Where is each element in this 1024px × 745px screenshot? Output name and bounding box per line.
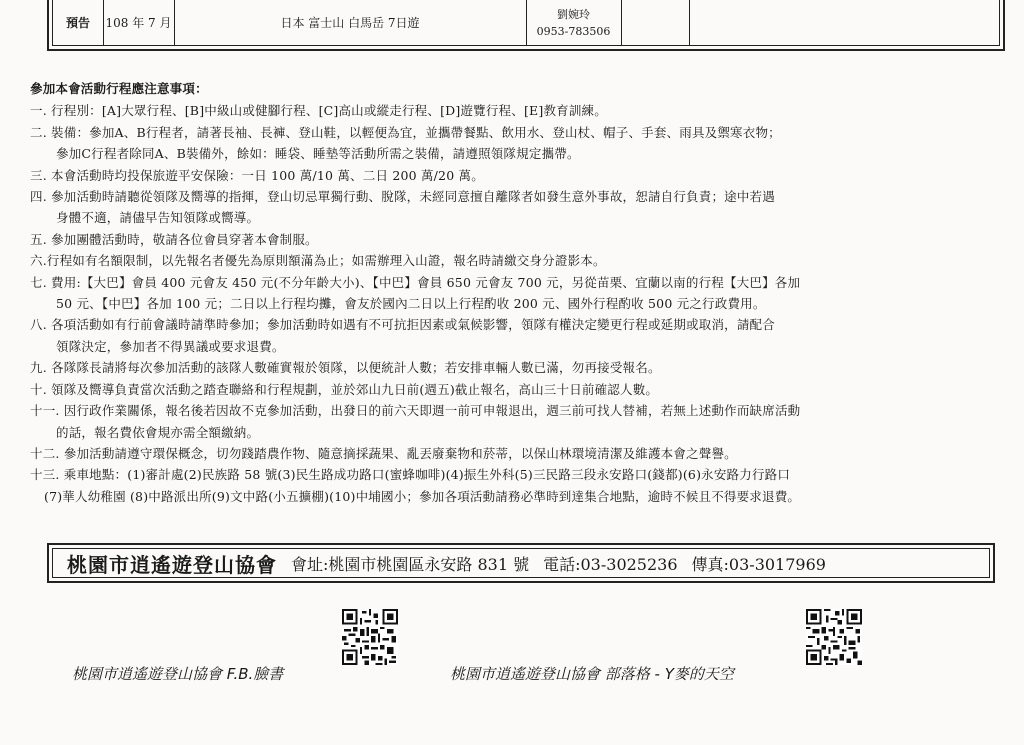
facebook-qr-code — [342, 609, 398, 665]
notice-item: 十. 領隊及嚮導負責當次活動之踏查聯絡和行程規劃，並於郊山九日前(週五)截止報名，高山三十日前確認人數。 — [30, 381, 659, 397]
blog-caption: 桃園市逍遙遊登山協會 部落格 - Y麥的天空 — [450, 665, 734, 683]
notice-item: 四. 參加活動時請聽從領隊及嚮導的指揮，登山切忌單獨行動、脫隊，未經同意擅自離隊者如發生意外事故，恕請自行負責；途中若遇 — [30, 189, 775, 205]
association-box — [47, 543, 995, 583]
empty-cell — [621, 0, 690, 45]
schedule-date: 108 年 7 月 — [103, 0, 175, 45]
schedule-table — [47, 0, 1005, 51]
notice-item-continued: 領隊決定，參加者不得異議或要求退費。 — [56, 338, 285, 354]
facebook-caption: 桃園市逍遙遊登山協會 F.B.臉書 — [72, 665, 284, 683]
notice-item-continued: 的話，報名費依會規亦需全額繳納。 — [56, 424, 260, 440]
notice-item: 三. 本會活動時均投保旅遊平安保險：一日 100 萬/10 萬、二日 200 萬/20 萬。 — [30, 167, 484, 183]
trip-title: 日本 富士山 白馬岳 7日遊 — [174, 0, 527, 45]
notice-item-continued: 50 元、【中巴】各加 100 元；二日以上行程均攤，會友於國內二日以上行程酌收 200 元、國外行程酌收 500 元之行政費用。 — [56, 296, 766, 312]
notice-item: 十三. 乘車地點：(1)審計處(2)民族路 58 號(3)民生路成功路口(蜜蜂咖啡)(4)振生外科(5)三民路三段永安路口(錢都)(6)永安路力行路口 — [30, 467, 791, 483]
notice-item-continued: (7)華人幼稚園 (8)中路派出所(9)文中路(小五擴棚)(10)中埔國小；參加各項活動請務必準時到達集合地點，逾時不候且不得要求退費。 — [44, 488, 801, 504]
blog-qr-code — [806, 609, 862, 665]
notice-item: 十二. 參加活動請遵守環保概念，切勿踐踏農作物、隨意摘採蔬果、亂丟廢棄物和菸蒂，以保山林環境清潔及維護本會之聲譽。 — [30, 445, 737, 461]
notice-item: 一. 行程別：[A]大眾行程、[B]中級山或健腳行程、[C]高山或縱走行程、[D]遊覽行程、[E]教育訓練。 — [30, 103, 607, 119]
notice-item-continued: 參加C行程者除同A、B裝備外，餘如：睡袋、睡墊等活動所需之裝備，請遵照領隊規定攜帶。 — [56, 146, 580, 162]
notice-item-continued: 身體不適，請儘早告知領隊或嚮導。 — [56, 210, 260, 226]
notice-item: 二. 裝備：參加A、B行程者，請著長袖、長褲、登山鞋，以輕便為宜，並攜帶餐點、飲用水、登山杖、帽子、手套、雨具及禦寒衣物； — [30, 124, 781, 140]
association-address: 會址:桃園市桃園區永安路 831 號 — [291, 554, 530, 574]
association-fax: 傳真:03-3017969 — [691, 554, 826, 574]
notice-item: 八. 各項活動如有行前會議時請準時參加；參加活動時如遇有不可抗拒因素或氣候影響，領隊有權決定變更行程或延期或取消，請配合 — [30, 317, 775, 333]
contact-cell — [526, 0, 622, 45]
notice-item: 六.行程如有名額限制，以先報名者優先為原則額滿為止；如需辦理入山證，報名時請繳交身分證影本。 — [30, 253, 606, 269]
notice-label: 預告 — [53, 0, 104, 45]
notice-item: 十一. 因行政作業關係，報名後若因故不克參加活動，出發日的前六天即週一前可申報退出，週三前可找人替補，若無上述動作而缺席活動 — [30, 403, 801, 419]
notice-heading: 參加本會活動行程應注意事項： — [30, 81, 208, 96]
association-phone: 電話:03-3025236 — [543, 554, 678, 574]
notice-item: 九. 各隊隊長請將每次參加活動的該隊人數確實報於領隊，以便統計人數；若安排車輛人數已滿，勿再接受報名。 — [30, 360, 661, 376]
notice-section — [30, 78, 990, 507]
notice-item: 五. 參加團體活動時，敬請各位會員穿著本會制服。 — [30, 231, 318, 247]
association-name: 桃園市逍遙遊登山協會 — [67, 552, 277, 577]
contact-name: 劉婉玲 — [557, 7, 590, 21]
contact-phone: 0953-783506 — [536, 24, 611, 38]
notice-item: 七. 費用:【大巴】會員 400 元會友 450 元(不分年齡大小)、【中巴】會員 650 元會友 700 元，另從苗栗、宜蘭以南的行程【大巴】各加 — [30, 274, 801, 290]
